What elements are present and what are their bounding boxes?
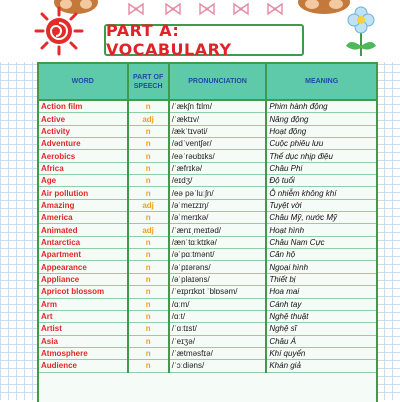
- bow-icon: [127, 2, 145, 16]
- vocabulary-table: [37, 62, 378, 402]
- table-row: [39, 138, 376, 150]
- word-cell: Amazing: [39, 199, 128, 211]
- meaning-cell: Hoạt hình: [266, 224, 376, 236]
- pronunciation-cell: /ɑːt/: [169, 310, 267, 322]
- word-cell: Atmosphere: [39, 347, 128, 359]
- meaning-cell: Khí quyển: [266, 347, 376, 359]
- word-cell: Apricot blossom: [39, 286, 128, 298]
- bow-icon: [164, 2, 182, 16]
- meaning-cell: Châu Phi: [266, 162, 376, 174]
- pronunciation-cell: /ˈætməsfɪə/: [169, 347, 267, 359]
- word-cell: Activity: [39, 125, 128, 137]
- part-of-speech-cell: n: [128, 175, 169, 187]
- pronunciation-cell: /ˈækʃn fɪlm/: [169, 100, 267, 113]
- section-title: PART A: VOCABULARY: [106, 21, 232, 59]
- part-of-speech-cell: adj: [128, 199, 169, 211]
- meaning-cell: Năng động: [266, 113, 376, 125]
- meaning-cell: Tuyệt vời: [266, 199, 376, 211]
- word-cell: Artist: [39, 323, 128, 335]
- word-cell: Action film: [39, 100, 128, 113]
- table-body: [39, 100, 376, 372]
- table-row: [39, 175, 376, 187]
- meaning-cell: Hoa mai: [266, 286, 376, 298]
- pronunciation-cell: /ˈæktɪv/: [169, 113, 267, 125]
- sun-icon: [34, 6, 84, 56]
- word-cell: Adventure: [39, 138, 128, 150]
- part-of-speech-cell: adj: [128, 224, 169, 236]
- word-cell: Asia: [39, 335, 128, 347]
- table-row: [39, 249, 376, 261]
- word-cell: Art: [39, 310, 128, 322]
- pronunciation-cell: /eə pəˈluːʃn/: [169, 187, 267, 199]
- meaning-cell: Khán giả: [266, 360, 376, 372]
- pronunciation-cell: /ˈæfrɪkə/: [169, 162, 267, 174]
- pronunciation-cell: /ɑːm/: [169, 298, 267, 310]
- pronunciation-cell: /əˈmerɪkə/: [169, 212, 267, 224]
- meaning-cell: Độ tuổi: [266, 175, 376, 187]
- meaning-cell: Cánh tay: [266, 298, 376, 310]
- table-row: [39, 125, 376, 137]
- word-cell: Apartment: [39, 249, 128, 261]
- part-of-speech-cell: n: [128, 298, 169, 310]
- column-header-meaning: MEANING: [266, 64, 376, 100]
- pronunciation-cell: /ænˈtɑːktɪkə/: [169, 236, 267, 248]
- bow-icon: [266, 2, 284, 16]
- word-cell: Active: [39, 113, 128, 125]
- table-row: [39, 310, 376, 322]
- meaning-cell: Thể dục nhịp điệu: [266, 150, 376, 162]
- table-row: [39, 347, 376, 359]
- bow-icon: [232, 2, 250, 16]
- part-of-speech-cell: n: [128, 125, 169, 137]
- part-of-speech-cell: adj: [128, 113, 169, 125]
- part-of-speech-cell: n: [128, 347, 169, 359]
- word-cell: Appearance: [39, 261, 128, 273]
- meaning-cell: Phim hành động: [266, 100, 376, 113]
- table-row: [39, 199, 376, 211]
- part-of-speech-cell: n: [128, 360, 169, 372]
- table-row: [39, 224, 376, 236]
- part-of-speech-cell: n: [128, 273, 169, 285]
- flower-icon: [340, 6, 382, 58]
- meaning-cell: Căn hộ: [266, 249, 376, 261]
- word-cell: America: [39, 212, 128, 224]
- pronunciation-cell: /ˈænɪˌmeɪtəd/: [169, 224, 267, 236]
- meaning-cell: Châu Mỹ, nước Mỹ: [266, 212, 376, 224]
- meaning-cell: Cuộc phiêu lưu: [266, 138, 376, 150]
- part-of-speech-cell: n: [128, 286, 169, 298]
- pronunciation-cell: /əˈmeɪzɪŋ/: [169, 199, 267, 211]
- pronunciation-cell: /əˈplaɪəns/: [169, 273, 267, 285]
- part-of-speech-cell: n: [128, 100, 169, 113]
- meaning-cell: Châu Á: [266, 335, 376, 347]
- word-cell: Africa: [39, 162, 128, 174]
- part-of-speech-cell: n: [128, 150, 169, 162]
- part-of-speech-cell: n: [128, 261, 169, 273]
- column-header-word: WORD: [39, 64, 128, 100]
- table-row: [39, 298, 376, 310]
- word-cell: Animated: [39, 224, 128, 236]
- word-cell: Age: [39, 175, 128, 187]
- meaning-cell: Châu Nam Cực: [266, 236, 376, 248]
- word-cell: Air pollution: [39, 187, 128, 199]
- word-cell: Aerobics: [39, 150, 128, 162]
- table-row: [39, 113, 376, 125]
- word-cell: Arm: [39, 298, 128, 310]
- column-header-part-of-speech: PART OF SPEECH: [128, 64, 169, 100]
- table-row: [39, 323, 376, 335]
- table-row: [39, 150, 376, 162]
- meaning-cell: Hoạt động: [266, 125, 376, 137]
- table-row: [39, 273, 376, 285]
- table-row: [39, 286, 376, 298]
- pronunciation-cell: /ækˈtɪvəti/: [169, 125, 267, 137]
- word-cell: Appliance: [39, 273, 128, 285]
- part-of-speech-cell: n: [128, 187, 169, 199]
- meaning-cell: Nghệ sĩ: [266, 323, 376, 335]
- pronunciation-cell: /ˈɔːdiəns/: [169, 360, 267, 372]
- part-of-speech-cell: n: [128, 310, 169, 322]
- part-of-speech-cell: n: [128, 138, 169, 150]
- meaning-cell: Thiết bị: [266, 273, 376, 285]
- pronunciation-cell: /əˈpɪərəns/: [169, 261, 267, 273]
- pronunciation-cell: /ədˈventʃər/: [169, 138, 267, 150]
- bow-icon: [198, 2, 216, 16]
- meaning-cell: Nghệ thuật: [266, 310, 376, 322]
- section-title-box: [104, 21, 304, 59]
- part-of-speech-cell: n: [128, 236, 169, 248]
- table-row: [39, 187, 376, 199]
- pronunciation-cell: /ˈeɪprɪkɒt ˈblɒsəm/: [169, 286, 267, 298]
- meaning-cell: Ô nhiễm không khí: [266, 187, 376, 199]
- table-row: [39, 360, 376, 372]
- table-row: [39, 335, 376, 347]
- pronunciation-cell: /eəˈrəʊbɪks/: [169, 150, 267, 162]
- part-of-speech-cell: n: [128, 162, 169, 174]
- table-row: [39, 212, 376, 224]
- part-of-speech-cell: n: [128, 335, 169, 347]
- part-of-speech-cell: n: [128, 212, 169, 224]
- word-cell: Antarctica: [39, 236, 128, 248]
- pronunciation-cell: /eɪdʒ/: [169, 175, 267, 187]
- part-of-speech-cell: n: [128, 249, 169, 261]
- table-header-row: [39, 64, 376, 100]
- table-row: [39, 236, 376, 248]
- column-header-pronunciation: PRONUNCIATION: [169, 64, 267, 100]
- word-cell: Audience: [39, 360, 128, 372]
- pronunciation-cell: /ˈeɪʒə/: [169, 335, 267, 347]
- meaning-cell: Ngoại hình: [266, 261, 376, 273]
- table-row: [39, 100, 376, 113]
- table-row: [39, 162, 376, 174]
- table-row: [39, 261, 376, 273]
- pronunciation-cell: /əˈpɑːtmənt/: [169, 249, 267, 261]
- part-of-speech-cell: n: [128, 323, 169, 335]
- pronunciation-cell: /ˈɑːtɪst/: [169, 323, 267, 335]
